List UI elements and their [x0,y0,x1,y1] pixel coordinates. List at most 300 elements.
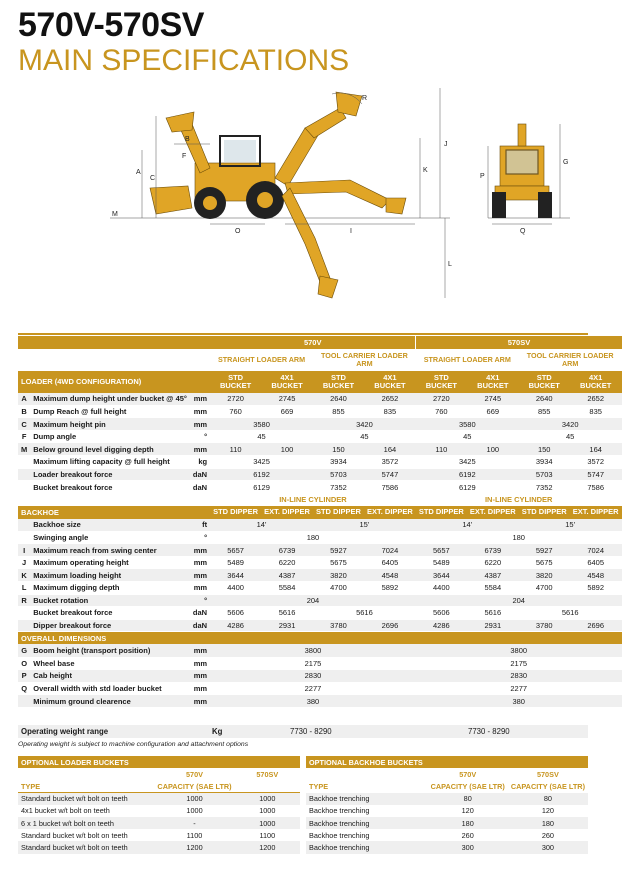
spec-label: Maximum lifting capacity @ full height [30,456,190,469]
spec-row [18,619,622,632]
model-570v: 570V [210,336,416,349]
spec-value: 2652 [364,393,416,406]
label-K: K [423,167,428,174]
label-C: C [150,175,156,182]
spec-value: 4387 [261,569,313,582]
spec-value: 760 [210,405,261,418]
spec-value: 3800 [416,644,622,657]
spec-label: Bucket breakout force [30,481,190,494]
capacity-570v: 80 [428,793,508,805]
label-O: O [235,228,241,235]
operating-weight-row [18,725,588,738]
spec-value: 4548 [364,569,416,582]
spec-value: 2830 [210,670,416,683]
loader-section-title: LOADER (4WD CONFIGURATION) [18,371,210,393]
spec-value: 835 [364,405,416,418]
spec-value: 45 [416,430,519,443]
spec-row [18,670,622,683]
spec-row [18,682,622,695]
spec-unit: mm [190,393,210,406]
spec-unit: mm [190,695,210,708]
backhoe-section-header [18,506,622,519]
dimension-key: P [18,670,30,683]
spec-value: 835 [570,405,622,418]
spec-value: 6129 [210,481,313,494]
spec-label: Minimum ground clearence [30,695,190,708]
operating-weight-note: Operating weight is subject to machine configuration and attachment options [18,741,249,748]
spec-row [18,418,622,431]
inline-cylinder-label: IN-LINE CYLINDER [279,495,347,505]
spec-value: 4548 [570,569,622,582]
spec-value: 5703 [519,468,570,481]
spec-value: 4387 [467,569,519,582]
machine-dimension-diagram [100,88,590,303]
spec-label: Cab height [30,670,190,683]
spec-value: 3580 [210,418,313,431]
spec-value: 4286 [210,619,261,632]
spec-unit: mm [190,682,210,695]
dimensions-section-header [18,632,622,645]
spec-value: 6739 [467,544,519,557]
spec-value: 5657 [210,544,261,557]
spec-unit: daN [190,468,210,481]
spec-row [18,556,622,569]
spec-value: 5616 [467,607,519,620]
spec-value: 7024 [364,544,416,557]
spec-value: 5675 [313,556,364,569]
label-L: L [448,261,452,268]
spec-value: 3820 [519,569,570,582]
spec-row [18,695,622,708]
spec-value: 5927 [313,544,364,557]
spec-value: 6405 [570,556,622,569]
spec-unit: daN [190,481,210,494]
spec-value: 150 [313,443,364,456]
spec-label: Dipper breakout force [30,619,190,632]
dimension-key [18,619,30,632]
spec-row [18,569,622,582]
spec-value: 2696 [570,619,622,632]
spec-label: Backhoe size [30,519,190,532]
spec-value: 6192 [210,468,313,481]
spec-value: 2745 [261,393,313,406]
spec-label: Below ground level digging depth [30,443,190,456]
spec-value: 164 [570,443,622,456]
spec-unit: ° [190,430,210,443]
dimension-key: K [18,569,30,582]
dimension-key: G [18,644,30,657]
capacity-570v: 300 [428,841,508,853]
optional-backhoe-buckets-table [306,756,588,854]
inline-cylinder-label: IN-LINE CYLINDER [484,495,553,505]
type-header: TYPE [21,781,41,791]
arm-type-row [18,349,622,371]
dipper-type: STD DIPPER [416,506,467,519]
capacity-570sv: 180 [508,817,588,829]
dimension-key: F [18,430,30,443]
spec-value: 5616 [313,607,416,620]
bucket-type: 4x1 bucket w/t bolt on teeth [21,806,110,816]
spec-row [18,468,622,481]
spec-value: 4286 [416,619,467,632]
spec-row [18,519,622,532]
dimension-key: I [18,544,30,557]
optional-backhoe-title: OPTIONAL BACKHOE BUCKETS [306,756,588,768]
capacity-570v: 1000 [186,806,203,816]
front-view-machine [492,124,552,218]
spec-value: 180 [416,531,622,544]
spec-value: 5489 [416,556,467,569]
operating-weight-label: Operating weight range [21,727,109,736]
spec-value: 5606 [210,607,261,620]
operating-weight-570v: 7730 - 8290 [290,727,332,736]
spec-value: 5675 [519,556,570,569]
capacity-570sv: 1000 [235,793,300,805]
main-spec-table [18,336,622,708]
spec-value: 5892 [570,582,622,595]
spec-value: 5584 [261,582,313,595]
list-item [18,817,300,829]
spec-value: 100 [261,443,313,456]
spec-unit: mm [190,644,210,657]
spec-label: Dump Reach @ full height [30,405,190,418]
model-570sv: 570SV [416,336,622,349]
spec-value: 14' [210,519,313,532]
spec-label: Loader breakout force [30,468,190,481]
spec-value: 5747 [570,468,622,481]
spec-value: 4700 [519,582,570,595]
label-M: M [112,211,118,218]
label-I: I [350,228,352,235]
spec-value: 7586 [364,481,416,494]
spec-value: 669 [261,405,313,418]
bucket-type: 4X1 BUCKET [467,371,519,393]
bucket-type: Standard bucket w/t bolt on teeth [21,830,128,840]
list-item [306,841,588,853]
spec-value: 7352 [519,481,570,494]
spec-value: 150 [519,443,570,456]
spec-value: 5584 [467,582,519,595]
model-570sv: 570SV [536,769,559,779]
list-item [306,805,588,817]
spec-unit: daN [190,607,210,620]
dimension-key: M [18,443,30,456]
list-item [306,829,588,841]
spec-unit: ft [190,519,210,532]
spec-value: 3580 [416,418,519,431]
capacity-570v: 180 [428,817,508,829]
bucket-type: STD BUCKET [210,371,261,393]
bucket-type: STD BUCKET [416,371,467,393]
list-item [306,817,588,829]
capacity-570v: - [154,817,234,829]
spec-unit: kg [190,456,210,469]
spec-label: Maximum reach from swing center [30,544,190,557]
spec-value: 15' [313,519,416,532]
spec-value: 45 [313,430,416,443]
spec-value: 3934 [313,456,364,469]
capacity-570sv: 80 [508,793,588,805]
spec-value: 204 [210,594,416,607]
list-item [18,805,300,817]
arm-type: TOOL CARRIER LOADER ARM [321,350,408,368]
spec-value: 204 [416,594,622,607]
spec-value: 2931 [467,619,519,632]
spec-value: 3800 [210,644,416,657]
spec-row [18,481,622,494]
spec-value: 110 [416,443,467,456]
spec-unit: daN [190,619,210,632]
spec-value: 380 [416,695,622,708]
dipper-type: EXT. DIPPER [570,506,622,519]
spec-value: 4400 [210,582,261,595]
spec-value: 2931 [261,619,313,632]
dipper-type: EXT. DIPPER [261,506,313,519]
list-item [18,793,300,805]
spec-value: 6129 [416,481,519,494]
capacity-570sv: 1200 [235,841,300,853]
spec-value: 3425 [210,456,313,469]
capacity-570v: 1100 [186,830,203,840]
dimension-key [18,519,30,532]
label-B: B [185,136,190,143]
dimension-key [18,456,30,469]
list-item [18,841,300,853]
capacity-570v: 1000 [154,793,234,805]
spec-value: 164 [364,443,416,456]
dimension-key: R [18,594,30,607]
arm-type: STRAIGHT LOADER ARM [423,354,511,364]
bucket-type: 4X1 BUCKET [364,371,416,393]
capacity-570sv: 1100 [259,830,276,840]
spec-label: Overall width with std loader bucket [30,682,190,695]
spec-row [18,594,622,607]
dimension-key: B [18,405,30,418]
spec-value: 760 [416,405,467,418]
bucket-type: STD BUCKET [313,371,364,393]
spec-value: 2745 [467,393,519,406]
dipper-type: STD DIPPER [210,506,261,519]
divider-line [18,333,588,335]
spec-unit: mm [190,443,210,456]
spec-value: 3644 [210,569,261,582]
spec-label: Maximum digging depth [30,582,190,595]
list-item [18,829,300,841]
list-item [306,793,588,805]
dimension-key: C [18,418,30,431]
spec-unit: mm [190,556,210,569]
spec-row [18,531,622,544]
spec-unit: mm [190,418,210,431]
bucket-type: Backhoe trenching [306,817,428,829]
capacity-570v: 1200 [154,841,234,853]
dimension-key [18,468,30,481]
spec-label: Dump angle [30,430,190,443]
label-R: R [362,95,368,102]
dipper-type: STD DIPPER [519,506,570,519]
spec-value: 3420 [519,418,622,431]
spec-value: 5606 [416,607,467,620]
spec-value: 2652 [570,393,622,406]
spec-value: 7352 [313,481,364,494]
loader-section-header [18,371,622,393]
spec-value: 3820 [313,569,364,582]
spec-label: Bucket breakout force [30,607,190,620]
dipper-type: STD DIPPER [313,506,364,519]
capacity-570sv: 260 [541,830,554,840]
backhoe-section-title: BACKHOE [18,506,210,519]
spec-row [18,443,622,456]
dimension-key: L [18,582,30,595]
spec-value: 3780 [313,619,364,632]
spec-value: 3934 [519,456,570,469]
spec-value: 855 [519,405,570,418]
bucket-type: STD BUCKET [519,371,570,393]
bucket-type: Backhoe trenching [309,806,370,816]
spec-unit: mm [190,582,210,595]
dipper-type: EXT. DIPPER [467,506,519,519]
spec-value: 110 [210,443,261,456]
spec-unit: mm [190,569,210,582]
spec-row [18,544,622,557]
spec-value: 5747 [364,468,416,481]
dimension-key: Q [18,682,30,695]
spec-value: 3644 [416,569,467,582]
spec-value: 6405 [364,556,416,569]
spec-value: 7024 [570,544,622,557]
label-P: P [480,173,485,180]
optional-loader-buckets-table [18,756,300,854]
spec-value: 5892 [364,582,416,595]
spec-value: 380 [210,695,416,708]
spec-label: Swinging angle [30,531,190,544]
spec-value: 2277 [416,682,622,695]
spec-value: 2175 [210,657,416,670]
dipper-type: EXT. DIPPER [364,506,416,519]
spec-value: 4400 [416,582,467,595]
bucket-type: 4X1 BUCKET [261,371,313,393]
spec-value: 855 [313,405,364,418]
spec-value: 2720 [416,393,467,406]
label-G: G [563,159,569,166]
dimension-key [18,531,30,544]
spec-value: 3780 [519,619,570,632]
dimension-key [18,695,30,708]
bucket-type: Standard bucket w/t bolt on teeth [18,793,154,805]
page-subtitle: MAIN SPECIFICATIONS [18,44,350,77]
spec-label: Bucket rotation [30,594,190,607]
spec-value: 5927 [519,544,570,557]
spec-value: 100 [467,443,519,456]
capacity-570sv: 300 [508,841,588,853]
arm-type: STRAIGHT LOADER ARM [217,354,306,364]
dimensions-section-title: OVERALL DIMENSIONS [18,632,210,645]
spec-value: 6739 [261,544,313,557]
optional-loader-title: OPTIONAL LOADER BUCKETS [18,756,300,768]
bucket-type: Standard bucket w/t bolt on teeth [18,841,154,853]
spec-value: 669 [467,405,519,418]
spec-value: 14' [416,519,519,532]
capacity-570v: 120 [461,806,474,816]
spec-value: 2720 [210,393,261,406]
capacity-570sv: 1000 [259,806,276,816]
model-570v: 570V [185,769,204,779]
capacity-header: CAPACITY (SAE LTR) [510,781,585,791]
spec-row [18,582,622,595]
spec-value: 3572 [364,456,416,469]
inline-cylinder-row [18,493,622,506]
page-title: 570V-570SV [18,6,204,44]
spec-value: 3425 [416,456,519,469]
spec-label: Maximum height pin [30,418,190,431]
capacity-header: CAPACITY (SAE LTR) [157,781,232,791]
spec-unit: ° [190,531,210,544]
spec-value: 180 [210,531,416,544]
spec-label: Maximum loading height [30,569,190,582]
dimension-key [18,481,30,494]
spec-label: Wheel base [30,657,190,670]
model-570sv: 570SV [256,769,279,779]
spec-row [18,607,622,620]
model-570v: 570V [459,769,477,779]
spec-value: 3420 [313,418,416,431]
dimension-key [18,607,30,620]
spec-value: 5616 [519,607,622,620]
spec-unit: mm [190,405,210,418]
capacity-570v: 260 [461,830,474,840]
arm-type: TOOL CARRIER LOADER ARM [526,350,614,368]
bucket-type: Backhoe trenching [306,793,428,805]
spec-row [18,430,622,443]
side-view-machine [150,92,406,298]
spec-value: 6220 [467,556,519,569]
spec-unit: ° [190,594,210,607]
spec-unit: mm [190,670,210,683]
spec-value: 2640 [313,393,364,406]
spec-row [18,657,622,670]
operating-weight-570sv: 7730 - 8290 [468,727,510,736]
spec-value: 6192 [416,468,519,481]
spec-value: 2696 [364,619,416,632]
spec-label: Maximum operating height [30,556,190,569]
spec-value: 2830 [416,670,622,683]
label-A: A [136,169,141,176]
spec-value: 5657 [416,544,467,557]
spec-value: 7586 [570,481,622,494]
spec-value: 3572 [570,456,622,469]
type-header: TYPE [309,781,329,791]
spec-unit: mm [190,657,210,670]
model-header-row [18,336,622,349]
dimension-key: J [18,556,30,569]
spec-value: 2277 [210,682,416,695]
spec-row [18,456,622,469]
dimension-key: O [18,657,30,670]
label-Q: Q [520,228,526,235]
spec-value: 5489 [210,556,261,569]
dimension-key: A [18,393,30,406]
spec-value: 45 [519,430,622,443]
label-J: J [444,141,448,148]
spec-value: 5616 [261,607,313,620]
spec-value: 2175 [416,657,622,670]
spec-label: Maximum dump height under bucket @ 45° [30,393,190,406]
spec-value: 2640 [519,393,570,406]
operating-weight-unit: Kg [212,727,223,736]
capacity-570sv: 1000 [235,817,300,829]
label-F: F [182,153,187,160]
capacity-570sv: 120 [541,806,554,816]
